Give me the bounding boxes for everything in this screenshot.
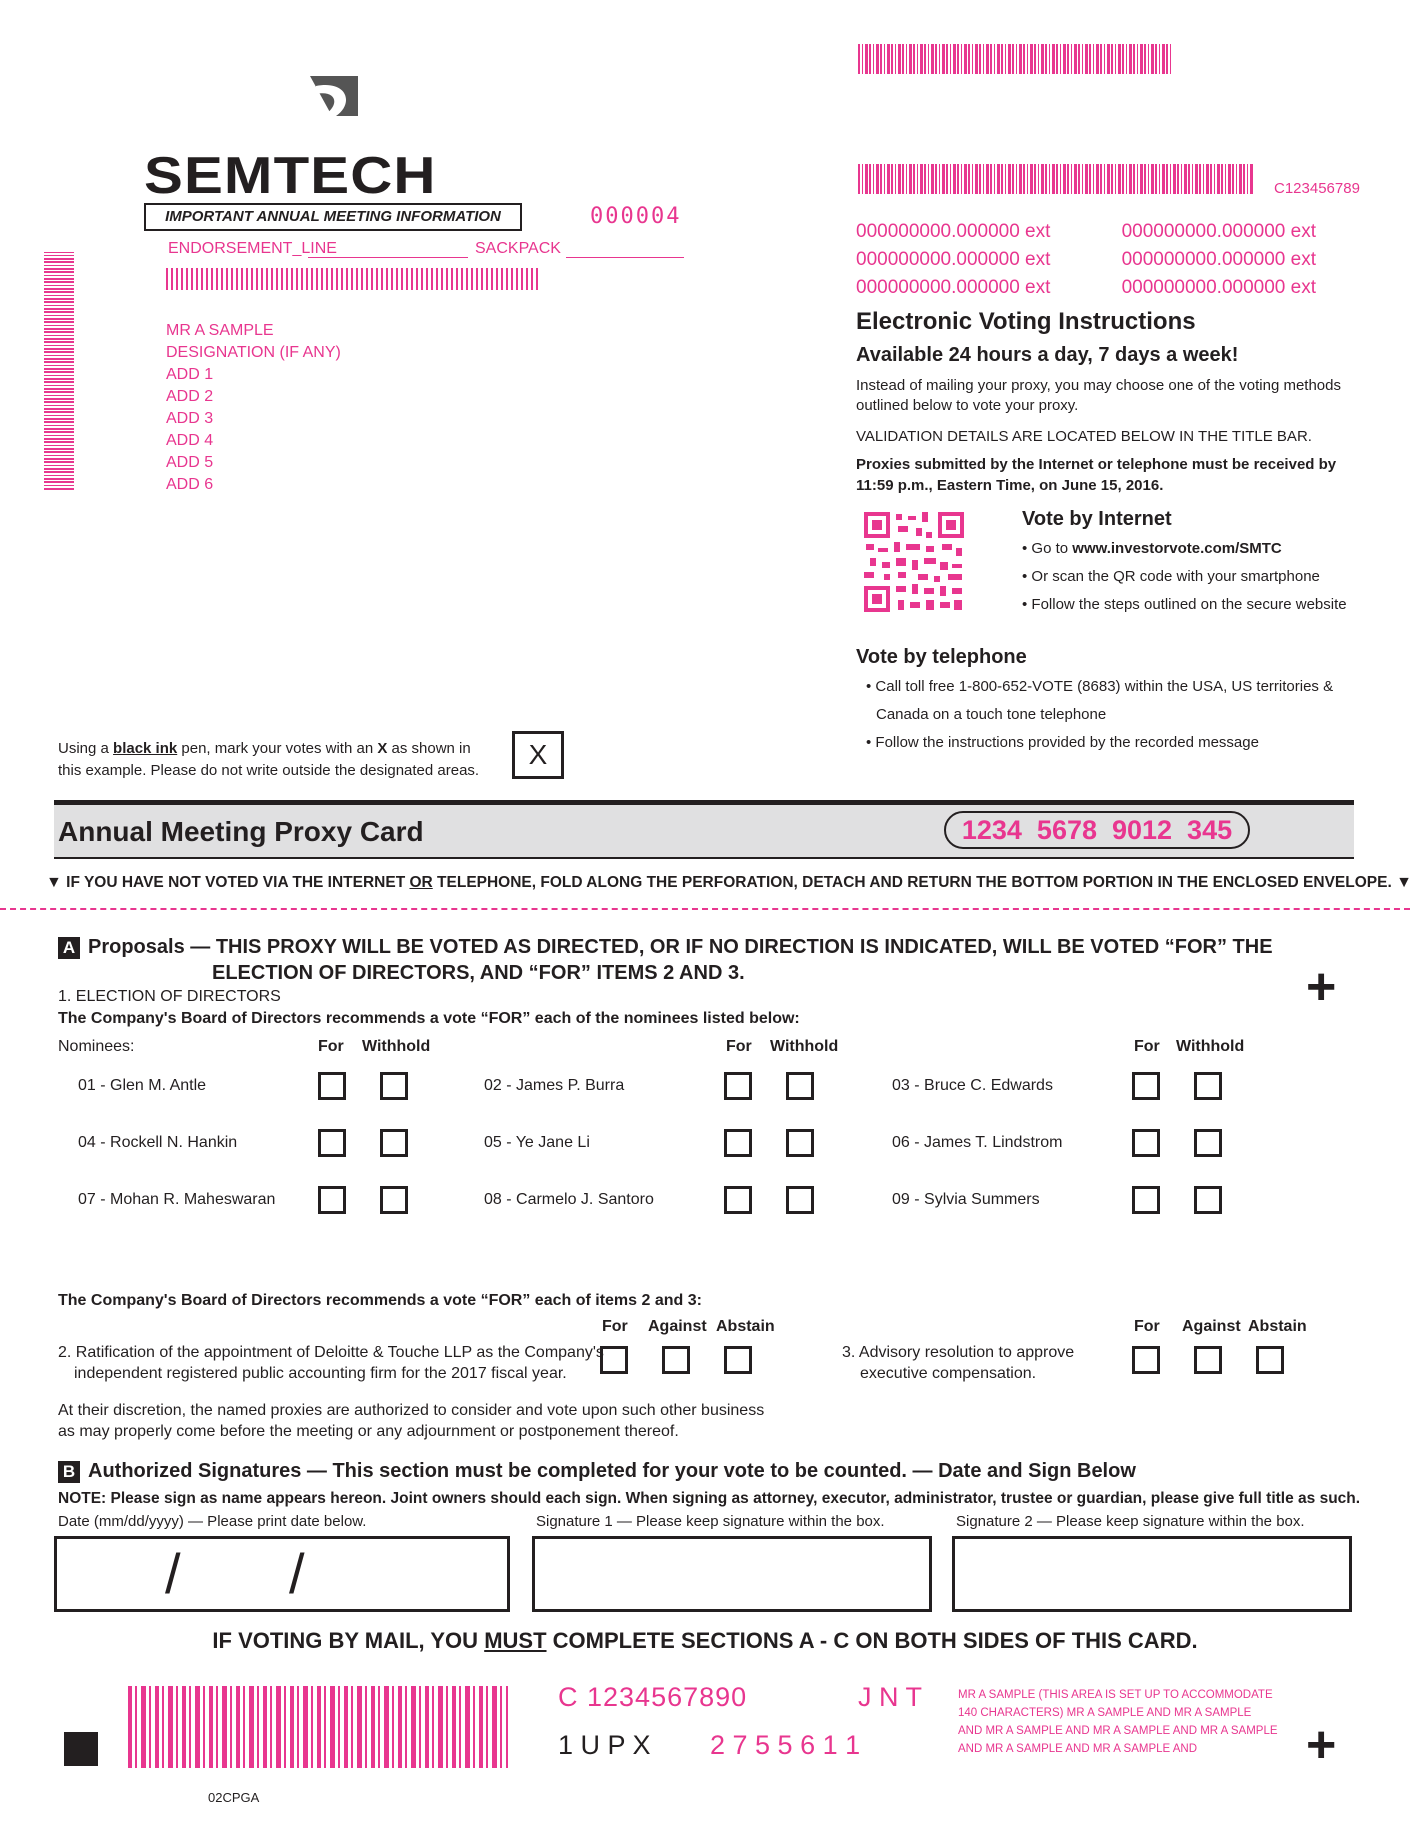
important-box: IMPORTANT ANNUAL MEETING INFORMATION	[144, 203, 522, 231]
side-barcode	[44, 252, 74, 490]
evi-deadline: Proxies submitted by the Internet or telephone must be received by 11:59 p.m., Eastern Time, on June 15, 2016.	[856, 456, 1337, 494]
discretion-line2: as may properly come before the meeting or any adjournment or postponement thereof.	[58, 1423, 679, 1440]
control-code: C 1234567890	[558, 1682, 748, 1712]
nominee-name: 03 - Bruce C. Edwards	[892, 1077, 1053, 1094]
nominee-name: 09 - Sylvia Summers	[892, 1191, 1040, 1208]
fold-or: OR	[409, 874, 433, 891]
control-number: C123456789	[1274, 180, 1360, 197]
validation-number: 1234 5678 9012 345	[944, 811, 1250, 849]
evi-validation: VALIDATION DETAILS ARE LOCATED BELOW IN THE TITLE BAR.	[856, 428, 1312, 445]
title-bar-rule-bottom	[54, 857, 1354, 859]
item3-against-checkbox[interactable]	[1194, 1346, 1222, 1374]
mailing-address	[166, 320, 341, 496]
black-ink-emphasis: black ink	[113, 740, 178, 757]
item2-for-checkbox[interactable]	[600, 1346, 628, 1374]
endorsement-line: ENDORSEMENT_LINE	[168, 240, 337, 257]
fold-text: TELEPHONE, FOLD ALONG THE PERFORATION, DETACH AND RETURN THE BOTTOM PORTION IN THE ENCLOSED ENVELOPE.	[432, 874, 1392, 891]
evi-title: Electronic Voting Instructions	[856, 308, 1196, 335]
semtech-logo	[140, 74, 520, 205]
nominee-name: 07 - Mohan R. Maheswaran	[78, 1191, 276, 1208]
discretion-text	[58, 1400, 764, 1442]
item3-line1: 3. Advisory resolution to approve	[842, 1344, 1075, 1361]
signature-note: NOTE: Please sign as name appears hereon. Joint owners should each sign. When signing as attorney, executor, administrator, trustee or guardian, please give full title as such.	[58, 1490, 1361, 1507]
endorsement-underline	[308, 257, 468, 258]
header-for: For	[318, 1038, 344, 1055]
sackpack: SACKPACK	[475, 240, 561, 257]
jnt-code: J N T	[858, 1682, 923, 1712]
nominee-02-for-checkbox[interactable]	[724, 1072, 752, 1100]
address-line: ADD 3	[166, 410, 214, 427]
down-arrow-icon: ▼	[1396, 874, 1412, 891]
signature2-field[interactable]	[952, 1536, 1352, 1612]
sackpack-underline	[566, 257, 684, 258]
address-line: ADD 5	[166, 454, 214, 471]
section-a-title	[58, 934, 1273, 960]
ext-value: 000000000.000000 ext	[856, 249, 1051, 270]
ext-value: 000000000.000000 ext	[856, 221, 1051, 242]
header-withhold: Withhold	[1176, 1038, 1245, 1055]
nominee-08-withhold-checkbox[interactable]	[786, 1186, 814, 1214]
board-recommend-1: The Company's Board of Directors recommends a vote “FOR” each of the nominees listed below:	[58, 1010, 800, 1027]
account-number: 2 7 5 5 6 1 1	[710, 1730, 861, 1760]
x-emphasis: X	[377, 740, 388, 757]
ext-value: 000000000.000000 ext	[1121, 221, 1316, 242]
header-for: For	[1134, 1038, 1160, 1055]
nominee-01-for-checkbox[interactable]	[318, 1072, 346, 1100]
instr-line2: this example. Please do not write outside the designated areas.	[58, 762, 480, 779]
header-for: For	[1134, 1318, 1160, 1335]
date-slash: /	[165, 1542, 181, 1605]
header-abstain: Abstain	[716, 1318, 775, 1335]
postal-barcode	[166, 268, 541, 290]
vote-telephone-bullet-1b: Canada on a touch tone telephone	[876, 706, 1107, 723]
nominee-09-for-checkbox[interactable]	[1132, 1186, 1160, 1214]
mail-instruction	[0, 1628, 1410, 1654]
section-a-title-line1: Proposals — THIS PROXY WILL BE VOTED AS DIRECTED, OR IF NO DIRECTION IS INDICATED, WILL BE VOTED “FOR” THE	[88, 936, 1273, 958]
signature2-label: Signature 2 — Please keep signature within the box.	[956, 1513, 1305, 1530]
date-slash: /	[289, 1542, 305, 1605]
board-recommend-2: The Company's Board of Directors recommends a vote “FOR” each of items 2 and 3:	[58, 1292, 702, 1309]
ext-value: 000000000.000000 ext	[1121, 277, 1316, 298]
title-bar	[54, 805, 1354, 857]
section-a-title-line2: ELECTION OF DIRECTORS, AND “FOR” ITEMS 2 AND 3.	[212, 962, 745, 984]
item2-line2: independent registered public accounting firm for the 2017 fiscal year.	[74, 1365, 567, 1382]
nominee-05-for-checkbox[interactable]	[724, 1129, 752, 1157]
nominee-06-for-checkbox[interactable]	[1132, 1129, 1160, 1157]
qr-code-icon	[864, 512, 964, 612]
nominee-04-for-checkbox[interactable]	[318, 1129, 346, 1157]
date-field[interactable]	[54, 1536, 510, 1612]
mail-text: IF VOTING BY MAIL, YOU	[212, 1628, 485, 1653]
fold-text: IF YOU HAVE NOT VOTED VIA THE INTERNET	[66, 874, 410, 891]
nominee-name: 01 - Glen M. Antle	[78, 1077, 207, 1094]
vote-internet-bullet-1	[1022, 540, 1282, 557]
header-withhold: Withhold	[770, 1038, 839, 1055]
nominee-02-withhold-checkbox[interactable]	[786, 1072, 814, 1100]
mail-text: COMPLETE SECTIONS A - C ON BOTH SIDES OF THIS CARD.	[546, 1628, 1198, 1653]
signature1-field[interactable]	[532, 1536, 932, 1612]
sample-mark-box: X	[512, 731, 564, 779]
nominee-06-withhold-checkbox[interactable]	[1194, 1129, 1222, 1157]
bottom-barcode	[128, 1686, 508, 1768]
item1-label: 1. ELECTION OF DIRECTORS	[58, 988, 281, 1005]
item3-for-checkbox[interactable]	[1132, 1346, 1160, 1374]
item2-text	[58, 1342, 604, 1384]
header-against: Against	[1182, 1318, 1241, 1335]
ext-value: 000000000.000000 ext	[1121, 249, 1316, 270]
top-barcode	[858, 44, 1172, 74]
item3-text	[842, 1342, 1074, 1384]
nominee-09-withhold-checkbox[interactable]	[1194, 1186, 1222, 1214]
nominee-name: 08 - Carmelo J. Santoro	[484, 1191, 654, 1208]
investorvote-link[interactable]: www.investorvote.com/SMTC	[1072, 540, 1282, 557]
header-against: Against	[648, 1318, 707, 1335]
header-abstain: Abstain	[1248, 1318, 1307, 1335]
address-line: ADD 2	[166, 388, 214, 405]
down-arrow-icon: ▼	[46, 874, 62, 891]
vote-internet-bullet-3: • Follow the steps outlined on the secure website	[1022, 596, 1347, 613]
fold-instruction	[46, 874, 1412, 892]
instr-text: pen, mark your votes with an	[177, 740, 378, 757]
signature1-label: Signature 1 — Please keep signature within the box.	[536, 1513, 885, 1530]
logo-text: SEMTECH	[144, 147, 437, 205]
address-line: MR A SAMPLE	[166, 322, 274, 339]
header-withhold: Withhold	[362, 1038, 431, 1055]
corner-square	[64, 1732, 98, 1766]
vote-telephone-bullet-1a: • Call toll free 1-800-652-VOTE (8683) within the USA, US territories &	[866, 678, 1334, 695]
evi-paragraph: Instead of mailing your proxy, you may choose one of the voting methods outlined below to vote your proxy.	[856, 377, 1341, 414]
nominee-01-withhold-checkbox[interactable]	[380, 1072, 408, 1100]
header-for: For	[726, 1038, 752, 1055]
vote-telephone-bullet-2: • Follow the instructions provided by the recorded message	[866, 734, 1259, 751]
address-line: ADD 1	[166, 366, 214, 383]
section-b-title	[58, 1460, 1136, 1483]
nominee-07-for-checkbox[interactable]	[318, 1186, 346, 1214]
form-code: 02CPGA	[208, 1790, 260, 1805]
nominees-label: Nominees:	[58, 1038, 135, 1055]
item2-abstain-checkbox[interactable]	[724, 1346, 752, 1374]
control-barcode	[858, 164, 1254, 194]
section-b-title-text: Authorized Signatures — This section must be completed for your vote to be counted. — Date and Sign Below	[88, 1460, 1136, 1482]
upx-code: 1 U P X	[558, 1730, 651, 1760]
sequence-number: 000004	[590, 204, 682, 229]
nominee-07-withhold-checkbox[interactable]	[380, 1186, 408, 1214]
section-a-letter: A	[58, 937, 80, 959]
evi-subtitle: Available 24 hours a day, 7 days a week!	[856, 344, 1239, 366]
address-line: ADD 4	[166, 432, 214, 449]
date-label: Date (mm/dd/yyyy) — Please print date below.	[58, 1513, 367, 1530]
nominee-03-withhold-checkbox[interactable]	[1194, 1072, 1222, 1100]
plus-mark: +	[1306, 958, 1337, 1016]
nominee-08-for-checkbox[interactable]	[724, 1186, 752, 1214]
item2-against-checkbox[interactable]	[662, 1346, 690, 1374]
instr-text: Using a	[58, 740, 114, 757]
address-line: DESIGNATION (IF ANY)	[166, 344, 341, 361]
bullet-text: • Go to	[1022, 540, 1073, 557]
sample-name-block: MR A SAMPLE (THIS AREA IS SET UP TO ACCOMMODATE 140 CHARACTERS) MR A SAMPLE AND MR A SAMPLE AND MR A SAMPLE AND MR A SAMPLE AND MR A SAMPLE AND MR A SAMPLE AND MR A SAMPLE AND	[958, 1689, 1278, 1755]
instr-text: as shown in	[387, 740, 471, 757]
item2-line1: 2. Ratification of the appointment of Deloitte & Touche LLP as the Company's	[58, 1344, 604, 1361]
proxy-card-title: Annual Meeting Proxy Card	[58, 816, 424, 847]
item3-abstain-checkbox[interactable]	[1256, 1346, 1284, 1374]
nominee-name: 02 - James P. Burra	[484, 1077, 625, 1094]
discretion-line1: At their discretion, the named proxies are authorized to consider and vote upon such other business	[58, 1402, 765, 1419]
nominee-name: 06 - James T. Lindstrom	[892, 1134, 1063, 1151]
nominee-03-for-checkbox[interactable]	[1132, 1072, 1160, 1100]
item3-line2: executive compensation.	[860, 1365, 1037, 1382]
nominee-05-withhold-checkbox[interactable]	[786, 1129, 814, 1157]
plus-mark: +	[1306, 1716, 1337, 1774]
marking-instructions	[58, 738, 479, 782]
mail-must: MUST	[484, 1628, 547, 1653]
nominee-04-withhold-checkbox[interactable]	[380, 1129, 408, 1157]
address-line: ADD 6	[166, 476, 214, 493]
vote-internet-title: Vote by Internet	[1022, 508, 1172, 530]
vote-internet-bullet-2: • Or scan the QR code with your smartphone	[1022, 568, 1320, 585]
nominee-name: 04 - Rockell N. Hankin	[78, 1134, 238, 1151]
perforation-line	[0, 908, 1410, 910]
ext-grid	[856, 218, 1336, 302]
section-b-letter: B	[58, 1461, 80, 1483]
vote-telephone-title: Vote by telephone	[856, 646, 1027, 668]
nominee-name: 05 - Ye Jane Li	[484, 1134, 590, 1151]
ext-value: 000000000.000000 ext	[856, 277, 1051, 298]
header-for: For	[602, 1318, 628, 1335]
